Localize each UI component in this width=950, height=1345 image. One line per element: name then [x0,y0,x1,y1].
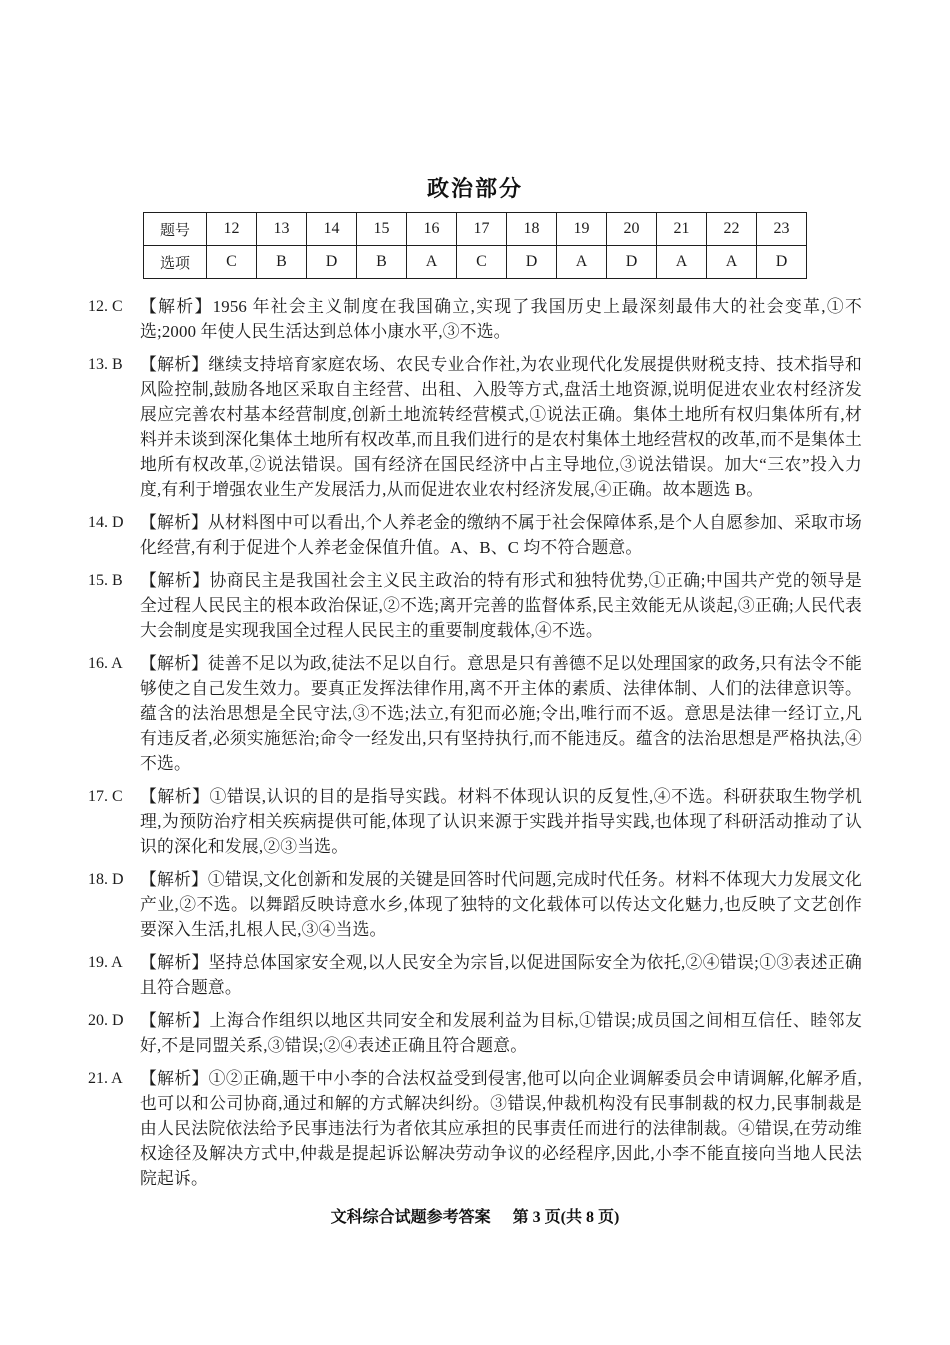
explanation-item [88,294,862,344]
explanation-text: 【解析】坚持总体国家安全观,以人民安全为宗旨,以促进国际安全为依托,②④错误;①③表述正确且符合题意。 [140,953,862,997]
question-number-cell: 23 [757,213,807,246]
question-number-cell: 22 [707,213,757,246]
answer-choice-cell: A [707,246,757,279]
answer-choice-cell: D [757,246,807,279]
question-number-cell: 17 [457,213,507,246]
answer-choice-cell: B [357,246,407,279]
question-answer-label: 12. C [88,298,123,315]
question-answer-label: 13. B [88,356,123,373]
explanation-text: 【解析】①错误,认识的目的是指导实践。材料不体现认识的反复性,④不选。科研获取生物学机理,为预防治疗相关疾病提供可能,体现了认识来源于实践并指导实践,也体现了科研活动推动了认识的深化和发展,②③当选。 [140,787,862,856]
question-number-cell: 21 [657,213,707,246]
page-footer [0,1204,950,1227]
explanation-text: 【解析】上海合作组织以地区共同安全和发展利益为目标,①错误;成员国之间相互信任、睦邻友好,不是同盟关系,③错误;②④表述正确且符合题意。 [140,1011,862,1055]
question-number-cell: 14 [307,213,357,246]
question-number-cell: 15 [357,213,407,246]
question-number-cell: 16 [407,213,457,246]
question-answer-label: 14. D [88,514,124,531]
question-answer-label: 18. D [88,871,124,888]
question-answer-label: 19. A [88,954,123,971]
page-title: 政治部分 [426,176,523,201]
answer-table-numbers-row [144,213,807,246]
explanation-item [88,950,862,1000]
footer-page-number: 第 3 页(共 8 页) [512,1209,620,1226]
explanation-text: 【解析】从材料图中可以看出,个人养老金的缴纳不属于社会保障体系,是个人自愿参加、采取市场化经营,有利于促进个人养老金保值升值。A、B、C 均不符合题意。 [140,513,863,557]
explanation-item [88,1066,862,1191]
answer-choice-cell: D [307,246,357,279]
question-answer-label: 21. A [88,1070,123,1087]
explanation-text: 【解析】1956 年社会主义制度在我国确立,实现了我国历史上最深刻最伟大的社会变革,①不选;2000 年使人民生活达到总体小康水平,③不选。 [140,297,862,341]
footer-document-title: 文科综合试题参考答案 [330,1209,491,1226]
explanation-text: 【解析】①错误,文化创新和发展的关键是回答时代问题,完成时代任务。材料不体现大力发展文化产业,②不选。以舞蹈反映诗意水乡,体现了独特的文化载体可以传达文化魅力,也反映了文艺创作要深入生活,扎根人民,③④当选。 [140,870,863,939]
question-answer-label: 16. A [88,655,123,672]
answer-choice-cell: A [557,246,607,279]
question-answer-label: 17. C [88,788,123,805]
explanation-text: 【解析】继续支持培育家庭农场、农民专业合作社,为农业现代化发展提供财税支持、技术指导和风险控制,鼓励各地区采取自主经营、出租、入股等方式,盘活土地资源,说明促进农业农村经济发展应完善农村基本经营制度,创新土地流转经营模式,①说法正确。集体土地所有权归集体所有,材料并未谈到深化集体土地所有权改革,而且我们进行的是农村集体土地经营权的改革,而不是集体土地所有权改革,②说法错误。国有经济在国民经济中占主导地位,③说法错误。加大“三农”投入力度,有利于增强农业生产发展活力,从而促进农业农村经济发展,④正确。故本题选 B。 [140,355,863,499]
answer-choice-cell: D [607,246,657,279]
explanation-item [88,784,862,859]
answer-choice-cell: A [657,246,707,279]
answer-choice-cell: A [407,246,457,279]
explanation-item [88,510,862,560]
answer-choice-cell: B [257,246,307,279]
explanation-list [88,294,862,1191]
question-number-cell: 20 [607,213,657,246]
explanation-text: 【解析】①②正确,题干中小李的合法权益受到侵害,他可以向企业调解委员会申请调解,化解矛盾,也可以和公司协商,通过和解的方式解决纠纷。③错误,仲裁机构没有民事制裁的权力,民事制裁是由人民法院依法给予民事违法行为者依其应承担的民事责任而进行的法律制裁。④错误,在劳动维权途径及解决方式中,仲裁是提起诉讼解决劳动争议的必经程序,因此,小李不能直接向当地人民法院起诉。 [140,1069,862,1188]
explanation-item [88,651,862,776]
choice-row-label: 选项 [144,246,207,279]
answer-choice-cell: C [207,246,257,279]
explanation-item [88,352,862,502]
question-number-row-label: 题号 [144,213,207,246]
answer-choice-cell: D [507,246,557,279]
explanation-text: 【解析】徒善不足以为政,徒法不足以自行。意思是只有善德不足以处理国家的政务,只有法令不能够使之自己发生效力。要真正发挥法律作用,离不开主体的素质、法律体制、人们的法律意识等。蕴含的法治思想是全民守法,③不选;法立,有犯而必施;令出,唯行而不返。意思是法律一经订立,凡有违反者,必须实施惩治;命令一经发出,只有坚持执行,而不能违反。蕴含的法治思想是严格执法,④不选。 [140,654,863,773]
question-number-cell: 12 [207,213,257,246]
explanation-item [88,867,862,942]
question-number-cell: 13 [257,213,307,246]
answer-table-choices-row [144,246,807,279]
answer-table [143,212,807,279]
question-answer-label: 15. B [88,572,123,589]
question-answer-label: 20. D [88,1012,124,1029]
answer-choice-cell: C [457,246,507,279]
explanation-text: 【解析】协商民主是我国社会主义民主政治的特有形式和独特优势,①正确;中国共产党的领导是全过程人民民主的根本政治保证,②不选;离开完善的监督体系,民主效能无从谈起,③正确;人民代表大会制度是实现我国全过程人民民主的重要制度载体,④不选。 [140,571,862,640]
question-number-cell: 19 [557,213,607,246]
question-number-cell: 18 [507,213,557,246]
explanation-item [88,568,862,643]
explanation-item [88,1008,862,1058]
